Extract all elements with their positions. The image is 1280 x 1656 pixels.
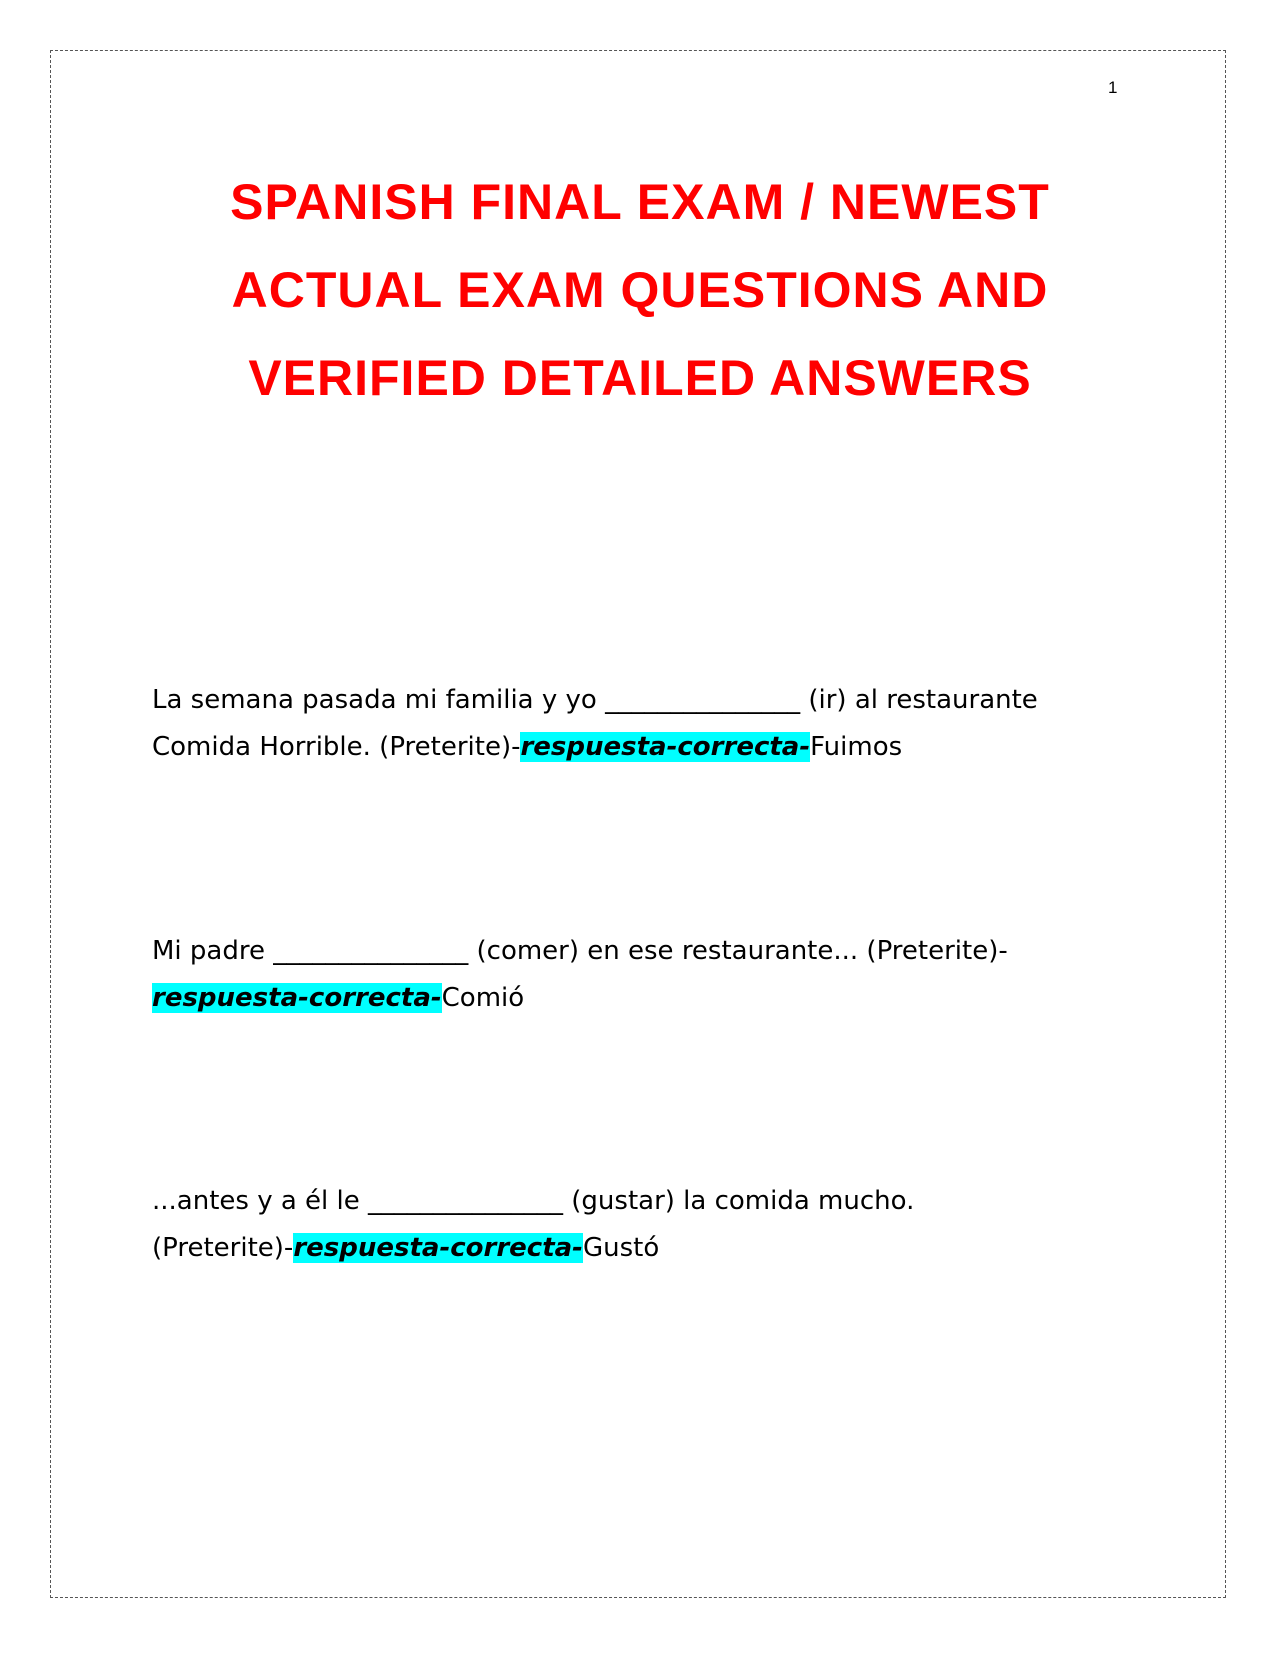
question-text: La semana pasada mi familia y yo _______________ (ir) al restaurante [152,685,1038,715]
question-continuation: (Preterite)- [152,1233,294,1263]
question-2 [152,928,1132,1022]
question-text: Mi padre _______________ (comer) en ese restaurante... (Preterite)- [152,936,1008,966]
answer-tag: respuesta-correcta- [293,1233,583,1263]
title-line: SPANISH FINAL EXAM / NEWEST [230,174,1050,230]
title-line: VERIFIED DETAILED ANSWERS [248,350,1032,406]
question-continuation: Comida Horrible. (Preterite)- [152,732,521,762]
answer-tag: respuesta-correcta- [520,732,811,762]
answer-text: Gustó [582,1233,660,1263]
answer-text: Comió [441,983,525,1013]
page-number: 1 [1108,78,1118,97]
title-line: ACTUAL EXAM QUESTIONS AND [231,262,1049,318]
question-text: ...antes y a él le _______________ (gustar) la comida mucho. [152,1186,915,1216]
answer-tag: respuesta-correcta- [152,983,442,1013]
answer-text: Fuimos [810,732,903,762]
page-title [130,158,1150,422]
question-1 [152,677,1132,771]
question-3 [152,1178,1132,1272]
